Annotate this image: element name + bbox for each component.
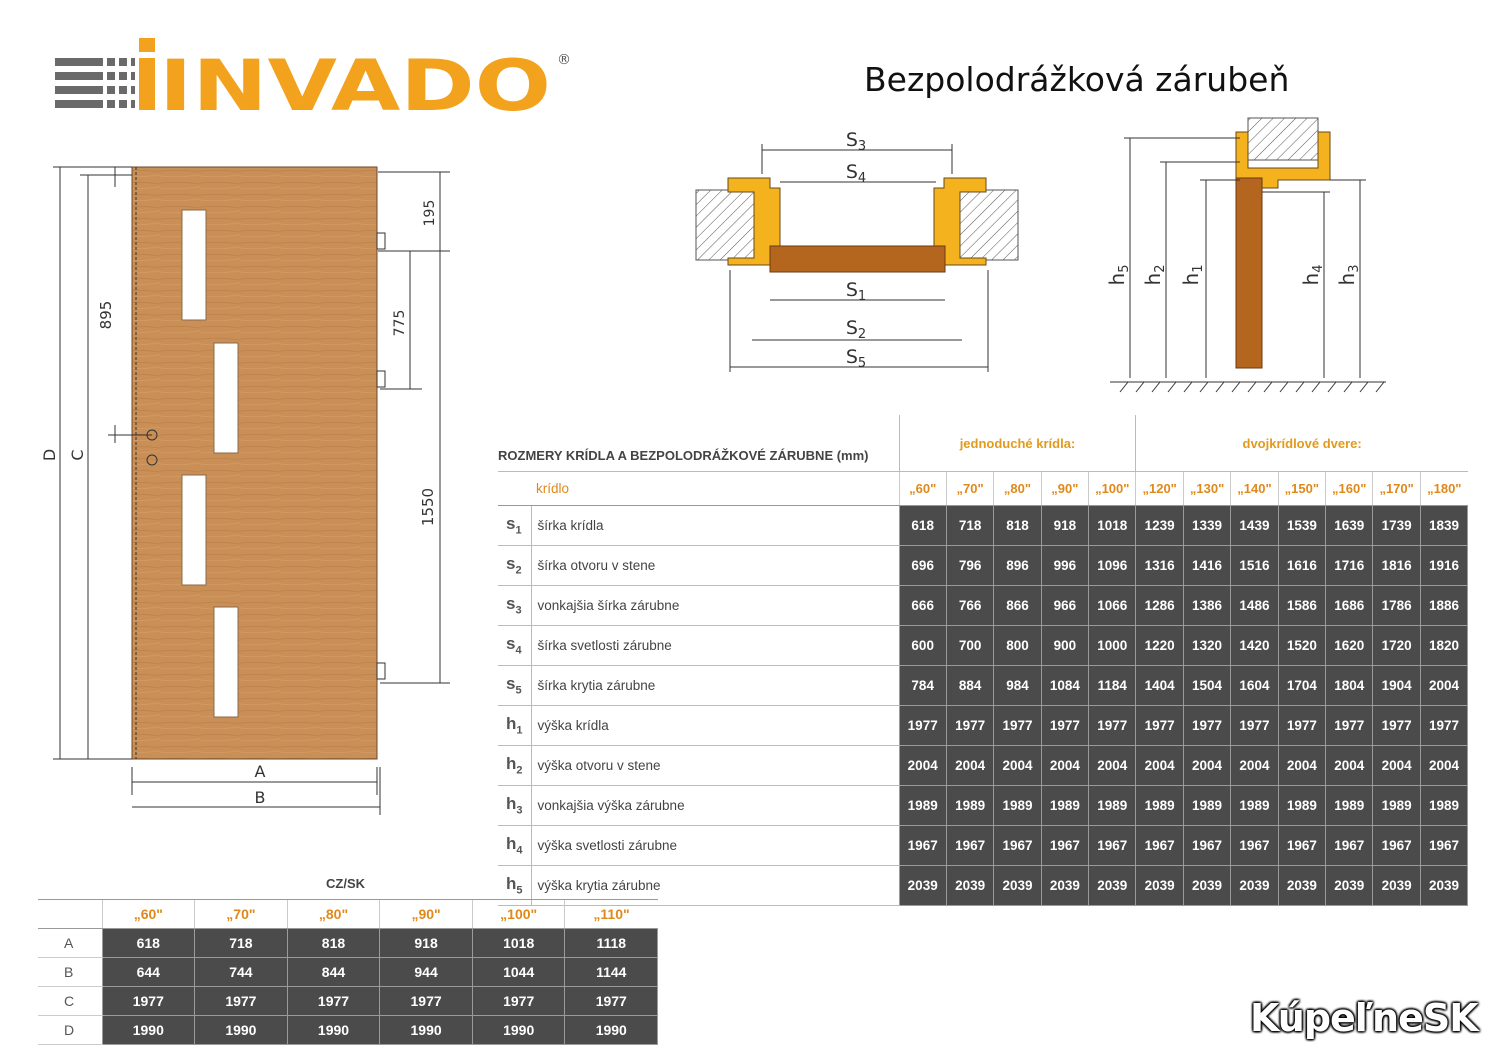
value-cell: 600	[899, 626, 946, 666]
dim-1550: 1550	[419, 487, 437, 527]
size-header: „100"	[472, 900, 565, 929]
value-cell: 2039	[1326, 866, 1373, 906]
value-cell: 1586	[1278, 586, 1325, 626]
table-row	[38, 929, 658, 958]
value-cell: 2039	[1089, 866, 1136, 906]
symbol-letter: s	[506, 634, 516, 654]
value-cell: 896	[994, 546, 1041, 586]
value-cell: 1686	[1326, 586, 1373, 626]
size-header: „140"	[1231, 472, 1278, 506]
value-cell: 1000	[1089, 626, 1136, 666]
value-cell: 2004	[1231, 746, 1278, 786]
table-row	[38, 987, 658, 1016]
dim-195: 195	[422, 199, 438, 227]
label-S2: $S_2$	[845, 317, 867, 342]
size-header: „90"	[380, 900, 473, 929]
corner-cell	[38, 900, 102, 929]
value-cell: 1989	[1089, 786, 1136, 826]
value-cell: 1977	[1231, 706, 1278, 746]
size-header: „90"	[1041, 472, 1088, 506]
value-cell: 1977	[1326, 706, 1373, 746]
frame-plan-view	[690, 120, 1030, 380]
value-cell: 1977	[380, 987, 473, 1016]
label-h1: $h_1$	[1179, 264, 1206, 286]
value-cell: 1404	[1136, 666, 1183, 706]
value-cell: 1967	[1231, 826, 1278, 866]
value-cell: 1066	[1089, 586, 1136, 626]
row-label: vonkajšia šírka zárubne	[531, 586, 899, 626]
value-cell: 1720	[1373, 626, 1420, 666]
value-cell: 696	[899, 546, 946, 586]
dim-775: 775	[392, 309, 408, 337]
table-row	[498, 786, 1468, 826]
value-cell: 1977	[1183, 706, 1230, 746]
label-S1: $S_1$	[845, 279, 867, 304]
symbol-letter: h	[506, 714, 517, 734]
value-cell: 1967	[1420, 826, 1467, 866]
value-cell: 1977	[946, 706, 993, 746]
value-cell: 1144	[565, 958, 658, 987]
dim-letter-B: B	[254, 788, 266, 807]
value-cell: 1989	[1041, 786, 1088, 826]
cz-table-caption: CZ/SK	[326, 876, 365, 891]
value-cell: 1886	[1420, 586, 1467, 626]
value-cell: 2039	[1231, 866, 1278, 906]
value-cell: 1018	[1089, 506, 1136, 546]
dim-letter-C: C	[68, 449, 87, 461]
row-symbol	[498, 626, 531, 666]
symbol-letter: s	[506, 594, 516, 614]
hinge	[377, 371, 385, 387]
symbol-index: 1	[515, 524, 522, 537]
value-cell: 2039	[994, 866, 1041, 906]
row-label: A	[38, 929, 102, 958]
value-cell: 718	[195, 929, 288, 958]
value-cell: 818	[994, 506, 1041, 546]
row-label: šírka krídla	[531, 506, 899, 546]
size-header: „70"	[946, 472, 993, 506]
hinge	[377, 663, 385, 679]
value-cell: 1316	[1136, 546, 1183, 586]
value-cell: 1977	[1278, 706, 1325, 746]
value-cell: 1989	[1136, 786, 1183, 826]
symbol-index: 2	[516, 764, 523, 777]
value-cell: 1967	[1089, 826, 1136, 866]
value-cell: 1990	[287, 1016, 380, 1045]
table-row	[498, 506, 1468, 546]
value-cell: 1516	[1231, 546, 1278, 586]
value-cell: 1989	[1420, 786, 1467, 826]
value-cell: 766	[946, 586, 993, 626]
row-symbol	[498, 546, 531, 586]
dim-895: 895	[97, 300, 115, 330]
value-cell: 918	[1041, 506, 1088, 546]
door-drawing	[40, 155, 460, 835]
row-label: vonkajšia výška zárubne	[531, 786, 899, 826]
label-h4: $h_4$	[1299, 264, 1326, 286]
value-cell: 1967	[946, 826, 993, 866]
value-cell: 2004	[1326, 746, 1373, 786]
table-row	[38, 1016, 658, 1045]
table-row	[38, 958, 658, 987]
value-cell: 2039	[899, 866, 946, 906]
label-S4: $S_4$	[845, 161, 867, 186]
value-cell: 1084	[1041, 666, 1088, 706]
value-cell: 618	[899, 506, 946, 546]
row-label: šírka krytia zárubne	[531, 666, 899, 706]
table-row	[498, 586, 1468, 626]
value-cell: 1977	[565, 987, 658, 1016]
value-cell: 1716	[1326, 546, 1373, 586]
value-cell: 1184	[1089, 666, 1136, 706]
glass-pane	[214, 343, 238, 453]
hinge	[377, 233, 385, 249]
value-cell: 1786	[1373, 586, 1420, 626]
row-symbol	[498, 586, 531, 626]
size-header: „120"	[1136, 472, 1183, 506]
value-cell: 1967	[1278, 826, 1325, 866]
value-cell: 1096	[1089, 546, 1136, 586]
value-cell: 844	[287, 958, 380, 987]
wall-left	[696, 190, 754, 260]
value-cell: 1977	[899, 706, 946, 746]
value-cell: 1820	[1420, 626, 1467, 666]
table-row	[498, 626, 1468, 666]
value-cell: 1967	[1136, 826, 1183, 866]
table-title: ROZMERY KRÍDLA A BEZPOLODRÁŽKOVÉ ZÁRUBNE (mm)	[498, 415, 899, 472]
label-h5: $h_5$	[1105, 264, 1132, 286]
value-cell: 1967	[1326, 826, 1373, 866]
value-cell: 966	[1041, 586, 1088, 626]
door-leaf-section	[770, 246, 945, 272]
size-header: „180"	[1420, 472, 1467, 506]
value-cell: 1977	[102, 987, 195, 1016]
table-row	[498, 706, 1468, 746]
logo-wordmark: INVADO	[159, 45, 551, 116]
value-cell: 1967	[1041, 826, 1088, 866]
value-cell: 944	[380, 958, 473, 987]
glass-pane	[214, 607, 238, 717]
label-S3: $S_3$	[845, 129, 867, 154]
value-cell: 1386	[1183, 586, 1230, 626]
size-header: „70"	[195, 900, 288, 929]
symbol-index: 3	[515, 604, 522, 617]
invado-logo	[55, 36, 575, 116]
symbol-index: 3	[516, 804, 523, 817]
value-cell: 2039	[1373, 866, 1420, 906]
dimensions-table	[498, 415, 1468, 906]
value-cell: 1339	[1183, 506, 1230, 546]
value-cell: 666	[899, 586, 946, 626]
value-cell: 2004	[1041, 746, 1088, 786]
value-cell: 984	[994, 666, 1041, 706]
value-cell: 1416	[1183, 546, 1230, 586]
value-cell: 1620	[1326, 626, 1373, 666]
symbol-index: 1	[516, 724, 523, 737]
frame-section-view	[1100, 110, 1400, 395]
label-S5: $S_5$	[845, 346, 867, 371]
symbol-index: 5	[515, 684, 522, 697]
value-cell: 866	[994, 586, 1041, 626]
value-cell: 1018	[472, 929, 565, 958]
row-label: výška krídla	[531, 706, 899, 746]
dim-letter-D: D	[40, 448, 59, 462]
value-cell: 1977	[472, 987, 565, 1016]
row-label: šírka svetlosti zárubne	[531, 626, 899, 666]
row-label: B	[38, 958, 102, 987]
value-cell: 800	[994, 626, 1041, 666]
value-cell: 1989	[1278, 786, 1325, 826]
value-cell: 1977	[287, 987, 380, 1016]
door-leaf	[132, 167, 377, 759]
value-cell: 2004	[994, 746, 1041, 786]
value-cell: 1604	[1231, 666, 1278, 706]
value-cell: 1977	[1136, 706, 1183, 746]
value-cell: 818	[287, 929, 380, 958]
value-cell: 2039	[946, 866, 993, 906]
table-row	[498, 826, 1468, 866]
wall-right	[960, 190, 1018, 260]
value-cell: 996	[1041, 546, 1088, 586]
value-cell: 1989	[1183, 786, 1230, 826]
value-cell: 2004	[899, 746, 946, 786]
size-header: „100"	[1089, 472, 1136, 506]
size-header: „110"	[565, 900, 658, 929]
value-cell: 1320	[1183, 626, 1230, 666]
value-cell: 1967	[899, 826, 946, 866]
value-cell: 2039	[1420, 866, 1467, 906]
value-cell: 796	[946, 546, 993, 586]
cz-sk-table	[38, 899, 658, 1045]
value-cell: 1639	[1326, 506, 1373, 546]
value-cell: 2004	[1373, 746, 1420, 786]
value-cell: 2004	[1183, 746, 1230, 786]
registered-mark: ®	[557, 52, 571, 68]
symbol-letter: s	[506, 554, 516, 574]
value-cell: 900	[1041, 626, 1088, 666]
symbol-letter: h	[506, 874, 517, 894]
size-header: „170"	[1373, 472, 1420, 506]
value-cell: 2039	[1041, 866, 1088, 906]
value-cell: 1989	[1231, 786, 1278, 826]
row-label: výška krytia zárubne	[531, 866, 899, 906]
value-cell: 1916	[1420, 546, 1467, 586]
value-cell: 1989	[946, 786, 993, 826]
value-cell: 2039	[1278, 866, 1325, 906]
row-label: D	[38, 1016, 102, 1045]
symbol-letter: s	[506, 674, 516, 694]
value-cell: 1990	[565, 1016, 658, 1045]
value-cell: 1990	[380, 1016, 473, 1045]
value-cell: 700	[946, 626, 993, 666]
row-symbol	[498, 666, 531, 706]
value-cell: 1967	[1183, 826, 1230, 866]
value-cell: 1044	[472, 958, 565, 987]
symbol-letter: h	[506, 754, 517, 774]
value-cell: 1977	[1089, 706, 1136, 746]
leaf-side	[1236, 178, 1262, 368]
size-header: „160"	[1326, 472, 1373, 506]
value-cell: 2039	[1183, 866, 1230, 906]
symbol-index: 5	[516, 884, 523, 897]
value-cell: 1977	[1041, 706, 1088, 746]
value-cell: 1967	[1373, 826, 1420, 866]
value-cell: 1989	[994, 786, 1041, 826]
value-cell: 1286	[1136, 586, 1183, 626]
value-cell: 1420	[1231, 626, 1278, 666]
value-cell: 1990	[472, 1016, 565, 1045]
watermark: KúpeľneSK	[1250, 996, 1478, 1040]
dim-letter-A: A	[254, 762, 266, 781]
row-symbol	[498, 826, 531, 866]
size-header: „150"	[1278, 472, 1325, 506]
value-cell: 618	[102, 929, 195, 958]
group-single-leaf: jednoduché krídla:	[899, 415, 1136, 472]
label-h2: $h_2$	[1141, 264, 1168, 286]
value-cell: 2004	[1089, 746, 1136, 786]
value-cell: 1989	[1326, 786, 1373, 826]
value-cell: 1989	[899, 786, 946, 826]
symbol-index: 4	[515, 644, 522, 657]
value-cell: 744	[195, 958, 288, 987]
value-cell: 1439	[1231, 506, 1278, 546]
value-cell: 1977	[994, 706, 1041, 746]
value-cell: 718	[946, 506, 993, 546]
page-heading: Bezpolodrážková zárubeň	[864, 60, 1290, 99]
value-cell: 1904	[1373, 666, 1420, 706]
row-symbol	[498, 706, 531, 746]
value-cell: 1539	[1278, 506, 1325, 546]
value-cell: 2004	[1420, 666, 1467, 706]
symbol-letter: s	[506, 514, 516, 534]
value-cell: 1739	[1373, 506, 1420, 546]
value-cell: 1967	[994, 826, 1041, 866]
value-cell: 1704	[1278, 666, 1325, 706]
table-row	[498, 746, 1468, 786]
row-symbol	[498, 746, 531, 786]
value-cell: 644	[102, 958, 195, 987]
size-header: „80"	[994, 472, 1041, 506]
value-cell: 884	[946, 666, 993, 706]
row-symbol	[498, 506, 531, 546]
row-label: šírka otvoru v stene	[531, 546, 899, 586]
value-cell: 784	[899, 666, 946, 706]
value-cell: 1816	[1373, 546, 1420, 586]
group-double-leaf: dvojkrídlové dvere:	[1136, 415, 1468, 472]
symbol-index: 4	[516, 844, 523, 857]
value-cell: 1486	[1231, 586, 1278, 626]
size-header: „130"	[1183, 472, 1230, 506]
value-cell: 1616	[1278, 546, 1325, 586]
value-cell: 1990	[102, 1016, 195, 1045]
row-symbol	[498, 786, 531, 826]
value-cell: 1220	[1136, 626, 1183, 666]
value-cell: 918	[380, 929, 473, 958]
value-cell: 1990	[195, 1016, 288, 1045]
row-label: výška otvoru v stene	[531, 746, 899, 786]
value-cell: 2039	[1136, 866, 1183, 906]
value-cell: 1839	[1420, 506, 1467, 546]
value-cell: 1989	[1373, 786, 1420, 826]
value-cell: 1239	[1136, 506, 1183, 546]
value-cell: 1520	[1278, 626, 1325, 666]
size-header: „60"	[899, 472, 946, 506]
symbol-index: 2	[515, 564, 522, 577]
row-label: C	[38, 987, 102, 1016]
size-header: „60"	[102, 900, 195, 929]
glass-pane	[182, 475, 206, 585]
value-cell: 2004	[1278, 746, 1325, 786]
table-row	[498, 546, 1468, 586]
glass-pane	[182, 210, 206, 320]
value-cell: 1804	[1326, 666, 1373, 706]
symbol-letter: h	[506, 834, 517, 854]
value-cell: 1977	[195, 987, 288, 1016]
value-cell: 1977	[1420, 706, 1467, 746]
table-row	[498, 666, 1468, 706]
value-cell: 2004	[1136, 746, 1183, 786]
label-h3: $h_3$	[1335, 264, 1362, 286]
size-header: „80"	[287, 900, 380, 929]
value-cell: 2004	[946, 746, 993, 786]
value-cell: 2004	[1420, 746, 1467, 786]
value-cell: 1977	[1373, 706, 1420, 746]
symbol-letter: h	[506, 794, 517, 814]
row-label: výška svetlosti zárubne	[531, 826, 899, 866]
value-cell: 1118	[565, 929, 658, 958]
value-cell: 1504	[1183, 666, 1230, 706]
size-row-label: krídlo	[498, 472, 899, 506]
